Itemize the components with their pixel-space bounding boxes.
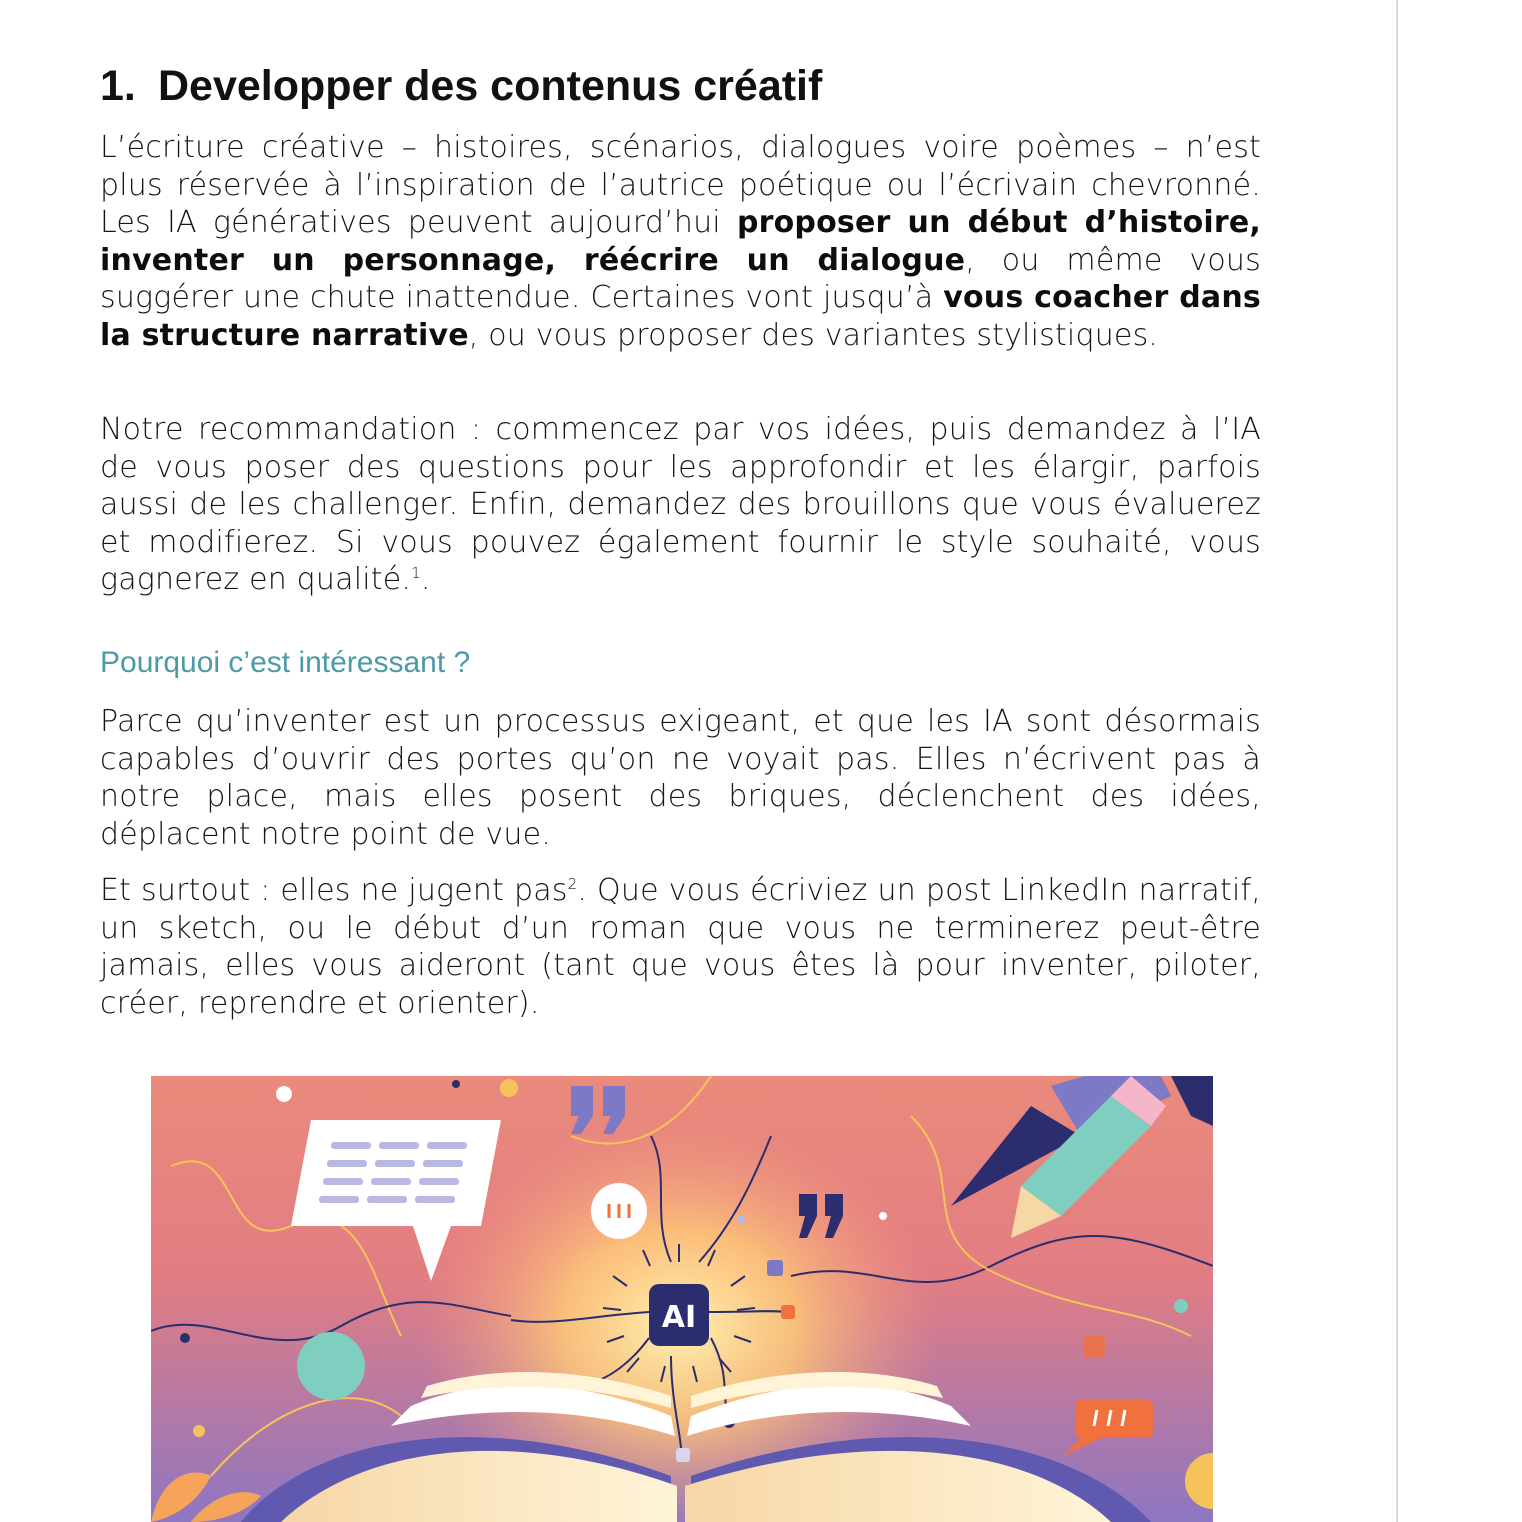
ai-creative-illustration [151, 1076, 1213, 1522]
paragraph-text: , ou vous proposer des variantes stylistiques. [468, 317, 1159, 353]
page-margin-rule [1396, 0, 1398, 1522]
illustration-svg [151, 1076, 1213, 1522]
footnote-ref[interactable]: 2 [567, 875, 578, 893]
paragraph-text: , ou même vous suggérer une chute inattendue. Certaines vont jusqu’à [100, 242, 1261, 315]
paragraph-creative-writing [100, 129, 1261, 354]
paragraph-text: Et surtout : elles ne jugent pas [100, 873, 568, 908]
footnote-ref[interactable]: 1 [411, 564, 421, 582]
paragraph-recommendation [100, 411, 1261, 599]
subheading-why: Pourquoi c’est intéressant ? [100, 646, 471, 679]
paragraph-text: . [420, 562, 431, 597]
paragraph-text: L’écriture créative – histoires, scénarios, dialogues voire poèmes – n’est plus réservée à l’inspiration de l’autrice poétique ou l’écrivain chevronné. Les IA génératives peuvent aujourd’hui [100, 130, 1261, 240]
emphasis-text: vous coacher dans la structure narrative [100, 280, 1261, 353]
section-number: 1. [100, 62, 136, 110]
section-heading [100, 60, 822, 112]
emphasis-text: proposer un début d’histoire, inventer un personnage, réécrire un dialogue [100, 205, 1262, 278]
paragraph-why [100, 703, 1261, 853]
paragraph-no-judgement [100, 872, 1261, 1022]
paragraph-text: . Que vous écriviez un post LinkedIn narratif, un sketch, ou le début d’un roman que vous ne terminerez peut-être jamais, elles vous aideront (tant que vous êtes là pour inventer, piloter, créer, reprendre et orienter). [100, 873, 1262, 1021]
section-title: Developper des contenus créatif [158, 62, 823, 110]
ai-chip-label: AI [661, 1300, 697, 1335]
ai-chip [649, 1284, 709, 1346]
paragraph-text: Parce qu’inventer est un processus exigeant, et que les IA sont désormais capables d’ouvrir des portes qu’on ne voyait pas. Elles n’écrivent pas à notre place, mais elles posent des briques, déclenchent des idées, déplacent notre point de vue. [100, 704, 1261, 852]
paragraph-text: Notre recommandation : commencez par vos idées, puis demandez à l’IA de vous poser des questions pour les approfondir et les élargir, parfois aussi de les challenger. Enfin, demandez des brouillons que vous évaluerez et modifierez. Si vous pouvez également fournir le style souhaité, vous gagnerez en qualité. [100, 412, 1261, 597]
